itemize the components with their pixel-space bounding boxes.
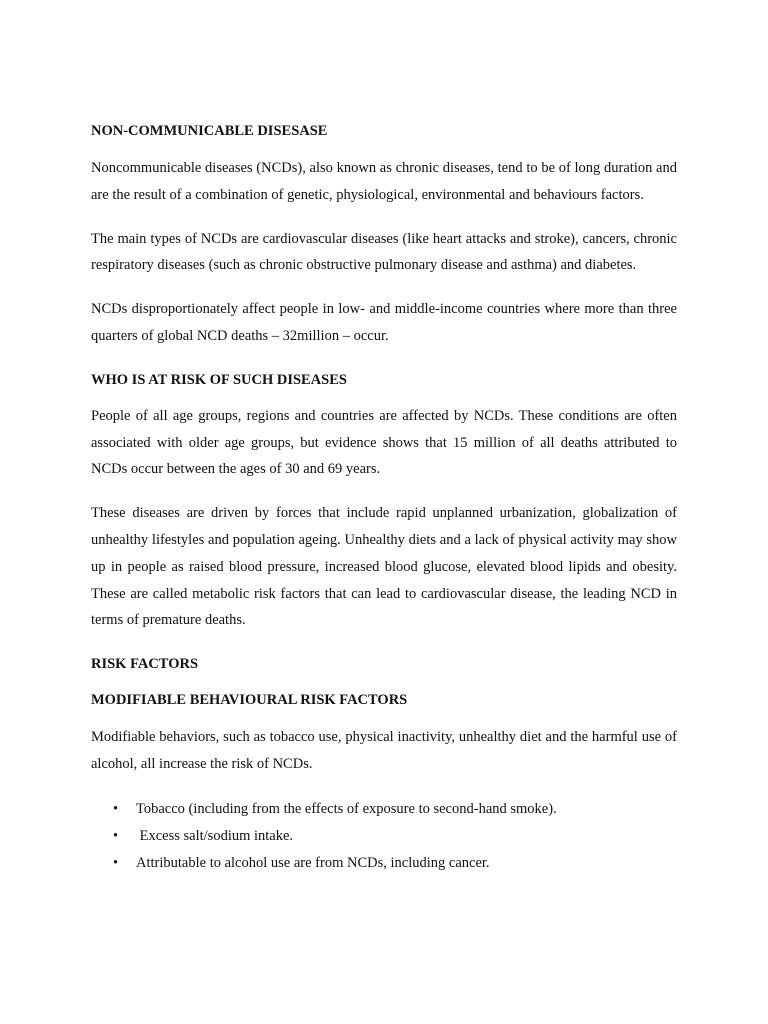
paragraph-age-groups: People of all age groups, regions and countries are affected by NCDs. These conditions are often associated with older age groups, but evidence shows that 15 million of all deaths attributed to NCDs occur between the ages of 30 and 69 years. bbox=[91, 407, 677, 478]
heading-risk-factors: RISK FACTORS bbox=[91, 656, 199, 673]
paragraph-ncd-types: The main types of NCDs are cardiovascular diseases (like heart attacks and stroke), cancers, chronic respiratory diseases (such as chronic obstructive pulmonary disease and asthma) and diabetes. bbox=[91, 230, 677, 274]
paragraph-ncd-countries: NCDs disproportionately affect people in low- and middle-income countries where more than three quarters of global NCD deaths – 32million – occur. bbox=[91, 301, 677, 344]
risk-factor-list bbox=[91, 796, 677, 877]
bullet-icon: • bbox=[113, 800, 119, 817]
paragraph-driving-forces: These diseases are driven by forces that include rapid unplanned urbanization, globalization of unhealthy lifestyles and population ageing. Unhealthy diets and a lack of physical activity may show up in people as raised blood pressure, increased blood glucose, elevated blood lipids and obesity. These are called metabolic risk factors that can lead to cardiovascular disease, the leading NCD in terms of premature deaths. bbox=[91, 505, 677, 629]
list-item bbox=[91, 850, 677, 877]
bullet-icon: • bbox=[113, 854, 119, 871]
heading-modifiable-behavioural-risk-factors: MODIFIABLE BEHAVIOURAL RISK FACTORS bbox=[91, 692, 408, 709]
paragraph-ncd-definition: Noncommunicable diseases (NCDs), also known as chronic diseases, tend to be of long duration and are the result of a combination of genetic, physiological, environmental and behaviours factors. bbox=[91, 160, 677, 203]
paragraph-modifiable-behaviors: Modifiable behaviors, such as tobacco use, physical inactivity, unhealthy diet and the harmful use of alcohol, all increase the risk of NCDs. bbox=[91, 729, 677, 772]
heading-non-communicable-disease: NON-COMMUNICABLE DISESASE bbox=[91, 123, 328, 139]
list-item bbox=[91, 796, 677, 823]
document-page bbox=[91, 121, 677, 877]
list-item bbox=[91, 823, 677, 850]
list-item-text: Attributable to alcohol use are from NCDs, including cancer. bbox=[136, 854, 490, 871]
bullet-icon: • bbox=[113, 827, 119, 844]
heading-who-is-at-risk: WHO IS AT RISK OF SUCH DISEASES bbox=[91, 371, 347, 388]
list-item-text: Excess salt/sodium intake. bbox=[136, 827, 294, 844]
list-item-text: Tobacco (including from the effects of exposure to second-hand smoke). bbox=[136, 800, 557, 817]
